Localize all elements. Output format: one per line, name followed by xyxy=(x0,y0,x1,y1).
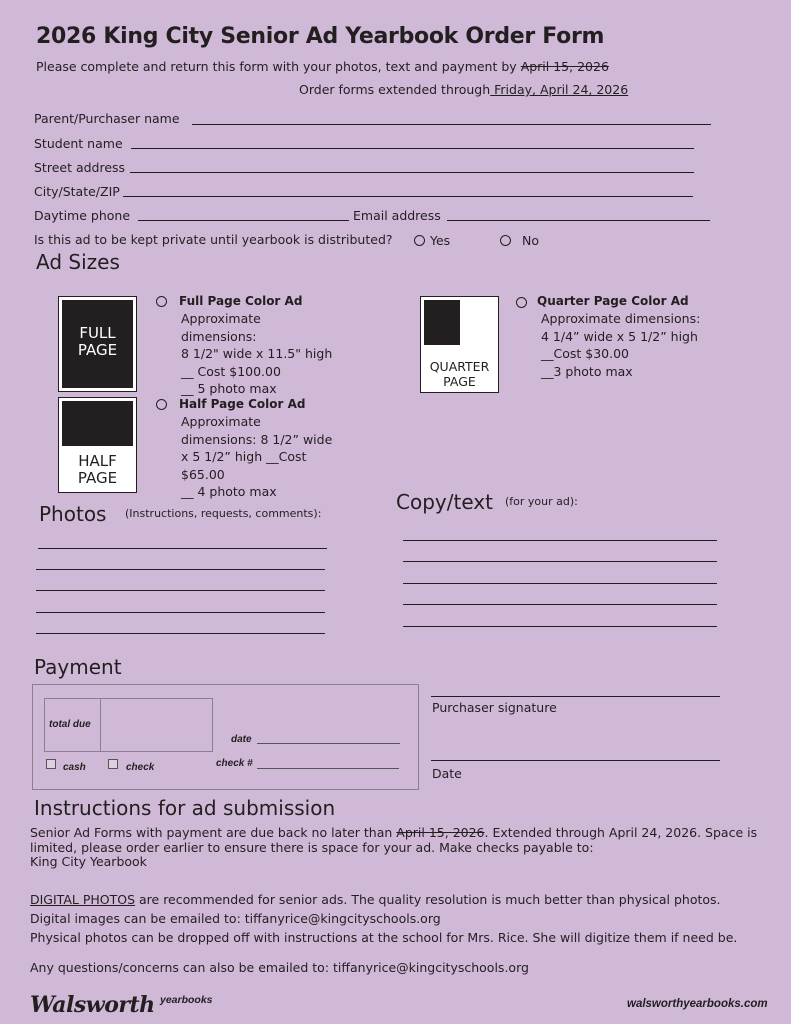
privacy-question: Is this ad to be kept private until yearbook is distributed? xyxy=(34,232,393,247)
full-page-thumbnail xyxy=(58,296,137,392)
copy-line-4[interactable] xyxy=(403,604,717,605)
physical-photos-instructions: Physical photos can be dropped off with instructions at the school for Mrs. Rice. She will digitize them if need be. xyxy=(30,930,738,945)
parent-name-label: Parent/Purchaser name xyxy=(34,111,180,126)
digital-photos-line: DIGITAL PHOTOS are recommended for senior ads. The quality resolution is much better than physical photos. xyxy=(30,892,721,907)
parent-name-input[interactable] xyxy=(192,124,711,125)
full-page-title: Full Page Color Ad xyxy=(179,294,303,308)
email-address-label: Email address xyxy=(353,208,441,223)
photos-note: (Instructions, requests, comments): xyxy=(125,507,322,520)
quarter-page-description: Approximate dimensions: 4 1/4” wide x 5 1/2” high __Cost $30.00 __3 photo max xyxy=(541,311,701,379)
half-page-description: Approximate dimensions: 8 1/2” wide x 5 1/2” high __Cost $65.00 __ 4 photo max xyxy=(181,414,333,499)
privacy-yes-radio[interactable] xyxy=(414,235,425,246)
check-label: check xyxy=(126,762,155,773)
city-state-zip-label: City/State/ZIP xyxy=(34,184,120,199)
payment-date-label: date xyxy=(231,734,252,745)
cash-label: cash xyxy=(63,762,86,773)
half-page-title: Half Page Color Ad xyxy=(179,397,306,411)
full-page-description: Approximate dimensions: 8 1/2" wide x 11.5" high __ Cost $100.00 __ 5 photo max xyxy=(181,311,333,396)
copy-note: (for your ad): xyxy=(505,495,578,508)
instructions-paragraph: Senior Ad Forms with payment are due back no later than April 15, 2026. Extended through April 24, 2026. Space is limited, please order earlier to ensure there is space for your ad. Make checks payable to: King City Yearbook xyxy=(30,825,758,869)
extension-notice: Order forms extended through Friday, April 24, 2026 xyxy=(299,82,629,97)
old-deadline: April 15, 2026 xyxy=(520,59,609,74)
digital-photos-link: DIGITAL PHOTOS xyxy=(30,892,136,907)
quarter-page-title: Quarter Page Color Ad xyxy=(537,294,689,308)
walsworth-logo: Walsworth xyxy=(30,992,155,1018)
quarter-page-box-label: QUARTER PAGE xyxy=(429,359,490,389)
privacy-no-label: No xyxy=(522,233,539,248)
privacy-no-radio[interactable] xyxy=(500,235,511,246)
street-address-label: Street address xyxy=(34,160,126,175)
half-page-thumbnail xyxy=(58,397,137,493)
form-title: 2026 King City Senior Ad Yearbook Order Form xyxy=(36,24,605,49)
student-name-label: Student name xyxy=(34,136,123,151)
walsworth-logo-sub: yearbooks xyxy=(160,994,213,1006)
total-due-input[interactable] xyxy=(104,702,209,748)
walsworth-url: walsworthyearbooks.com xyxy=(627,998,768,1010)
purchaser-signature-input[interactable] xyxy=(431,696,720,697)
payment-heading: Payment xyxy=(34,655,122,679)
photos-line-2[interactable] xyxy=(36,569,325,570)
copy-heading: Copy/text xyxy=(396,490,493,514)
photos-line-1[interactable] xyxy=(38,548,327,549)
check-number-label: check # xyxy=(216,758,253,769)
copy-line-2[interactable] xyxy=(403,561,717,562)
total-due-divider xyxy=(100,698,101,752)
check-checkbox[interactable] xyxy=(108,759,118,769)
extended-date: Friday, April 24, 2026 xyxy=(490,82,629,97)
quarter-page-thumbnail xyxy=(420,296,499,393)
street-address-input[interactable] xyxy=(130,172,694,173)
instructions-old-deadline: April 15, 2026 xyxy=(396,825,485,840)
email-instructions: Digital images can be emailed to: tiffanyrice@kingcityschools.org xyxy=(30,911,441,926)
quarter-page-radio[interactable] xyxy=(516,297,527,308)
full-page-radio[interactable] xyxy=(156,296,167,307)
privacy-yes-label: Yes xyxy=(430,233,451,248)
daytime-phone-label: Daytime phone xyxy=(34,208,131,223)
student-name-input[interactable] xyxy=(131,148,694,149)
ad-sizes-heading: Ad Sizes xyxy=(36,250,120,274)
instructions-heading: Instructions for ad submission xyxy=(34,796,336,820)
half-page-radio[interactable] xyxy=(156,399,167,410)
payment-date-input[interactable] xyxy=(257,743,400,744)
copy-line-3[interactable] xyxy=(403,583,717,584)
full-page-box-label: FULL PAGE xyxy=(77,324,118,359)
photos-line-5[interactable] xyxy=(36,633,325,634)
cash-checkbox[interactable] xyxy=(46,759,56,769)
signature-date-label: Date xyxy=(432,766,462,781)
photos-heading: Photos xyxy=(39,502,107,526)
photos-line-4[interactable] xyxy=(36,612,325,613)
signature-date-input[interactable] xyxy=(431,760,720,761)
form-subtitle: Please complete and return this form with your photos, text and payment by April 15, 2026 xyxy=(36,59,609,74)
city-state-zip-input[interactable] xyxy=(123,196,693,197)
copy-line-1[interactable] xyxy=(403,540,717,541)
copy-line-5[interactable] xyxy=(403,626,717,627)
daytime-phone-input[interactable] xyxy=(138,220,349,221)
half-page-box-label: HALF PAGE xyxy=(77,452,118,487)
questions-line: Any questions/concerns can also be emailed to: tiffanyrice@kingcityschools.org xyxy=(30,960,529,975)
purchaser-signature-label: Purchaser signature xyxy=(432,700,557,715)
check-number-input[interactable] xyxy=(257,768,399,769)
email-address-input[interactable] xyxy=(447,220,710,221)
total-due-label: total due xyxy=(49,719,91,730)
photos-line-3[interactable] xyxy=(36,590,325,591)
